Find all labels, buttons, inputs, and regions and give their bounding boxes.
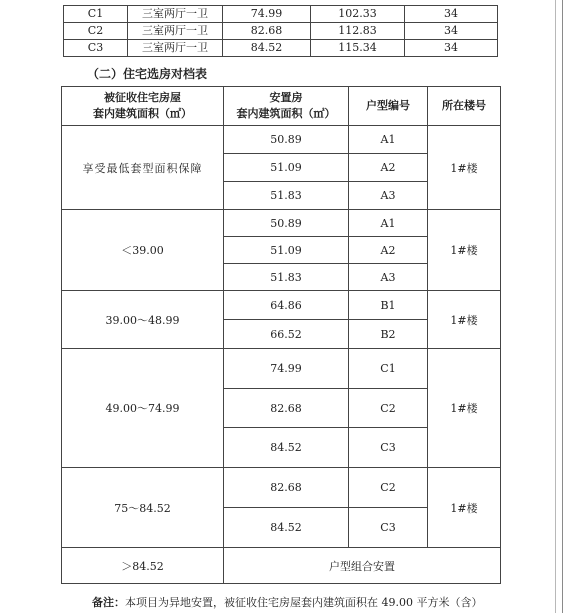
inner-area: 84.52 bbox=[223, 40, 311, 57]
page-edge-line bbox=[555, 0, 556, 613]
building-area: 115.34 bbox=[311, 40, 405, 57]
unit-code: C2 bbox=[349, 389, 428, 428]
resettlement-area: 64.86 bbox=[224, 291, 349, 320]
resettlement-area: 51.09 bbox=[224, 154, 349, 182]
unit-count: 34 bbox=[405, 40, 498, 57]
unit-code: C2 bbox=[64, 23, 128, 40]
inner-area: 82.68 bbox=[223, 23, 311, 40]
table-row bbox=[62, 548, 501, 584]
table-row bbox=[64, 6, 498, 23]
footnote-label: 备注： bbox=[92, 596, 125, 609]
page-edge-line bbox=[562, 0, 563, 613]
unit-code: A3 bbox=[349, 182, 428, 210]
unit-type-table bbox=[63, 5, 498, 57]
resettlement-area: 74.99 bbox=[224, 349, 349, 389]
building-area: 112.83 bbox=[311, 23, 405, 40]
unit-code: C3 bbox=[349, 428, 428, 468]
table-row bbox=[62, 291, 501, 320]
resettlement-area: 50.89 bbox=[224, 210, 349, 237]
footnote-text: 本项目为异地安置，被征收住宅房屋套内建筑面积在 49.00 平方米（含） bbox=[125, 596, 483, 609]
unit-count: 34 bbox=[405, 6, 498, 23]
unit-code: A1 bbox=[349, 210, 428, 237]
resettlement-area: 51.09 bbox=[224, 237, 349, 264]
inner-area: 74.99 bbox=[223, 6, 311, 23]
table-row bbox=[62, 349, 501, 389]
unit-code: A3 bbox=[349, 264, 428, 291]
area-range: 享受最低套型面积保障 bbox=[62, 126, 224, 210]
table-row bbox=[64, 23, 498, 40]
area-range: 39.00～48.99 bbox=[62, 291, 224, 349]
unit-code: B2 bbox=[349, 320, 428, 349]
resettlement-area: 50.89 bbox=[224, 126, 349, 154]
unit-layout: 三室两厅一卫 bbox=[128, 40, 223, 57]
header-resettlement-area: 安置房 套内建筑面积（㎡） bbox=[224, 87, 349, 126]
building-no: 1#楼 bbox=[428, 291, 501, 349]
building-no: 1#楼 bbox=[428, 349, 501, 468]
unit-code: C2 bbox=[349, 468, 428, 508]
resettlement-area: 51.83 bbox=[224, 182, 349, 210]
area-range: ＞84.52 bbox=[62, 548, 224, 584]
housing-selection-table bbox=[61, 86, 501, 584]
resettlement-area: 51.83 bbox=[224, 264, 349, 291]
resettlement-area: 82.68 bbox=[224, 389, 349, 428]
unit-count: 34 bbox=[405, 23, 498, 40]
unit-code: B1 bbox=[349, 291, 428, 320]
resettlement-area: 84.52 bbox=[224, 428, 349, 468]
unit-code: A2 bbox=[349, 237, 428, 264]
building-no: 1#楼 bbox=[428, 210, 501, 291]
header-building-no: 所在楼号 bbox=[428, 87, 501, 126]
footnote bbox=[92, 594, 482, 610]
resettlement-area: 84.52 bbox=[224, 508, 349, 548]
unit-code: C1 bbox=[64, 6, 128, 23]
unit-code: C3 bbox=[349, 508, 428, 548]
table-header-row bbox=[62, 87, 501, 126]
header-expropriated-area: 被征收住宅房屋 套内建筑面积（㎡） bbox=[62, 87, 224, 126]
unit-code: A2 bbox=[349, 154, 428, 182]
unit-layout: 三室两厅一卫 bbox=[128, 23, 223, 40]
area-range: ＜39.00 bbox=[62, 210, 224, 291]
unit-layout: 三室两厅一卫 bbox=[128, 6, 223, 23]
table-row bbox=[62, 468, 501, 508]
table-row bbox=[62, 126, 501, 154]
building-no: 1#楼 bbox=[428, 126, 501, 210]
unit-code: C1 bbox=[349, 349, 428, 389]
combination-resettlement: 户型组合安置 bbox=[224, 548, 501, 584]
resettlement-area: 66.52 bbox=[224, 320, 349, 349]
building-area: 102.33 bbox=[311, 6, 405, 23]
table-row bbox=[62, 210, 501, 237]
unit-code: C3 bbox=[64, 40, 128, 57]
building-no: 1#楼 bbox=[428, 468, 501, 548]
area-range: 49.00～74.99 bbox=[62, 349, 224, 468]
section-title: （二）住宅选房对档表 bbox=[87, 67, 208, 81]
resettlement-area: 82.68 bbox=[224, 468, 349, 508]
unit-code: A1 bbox=[349, 126, 428, 154]
table-row bbox=[64, 40, 498, 57]
area-range: 75～84.52 bbox=[62, 468, 224, 548]
header-unit-code: 户型编号 bbox=[349, 87, 428, 126]
